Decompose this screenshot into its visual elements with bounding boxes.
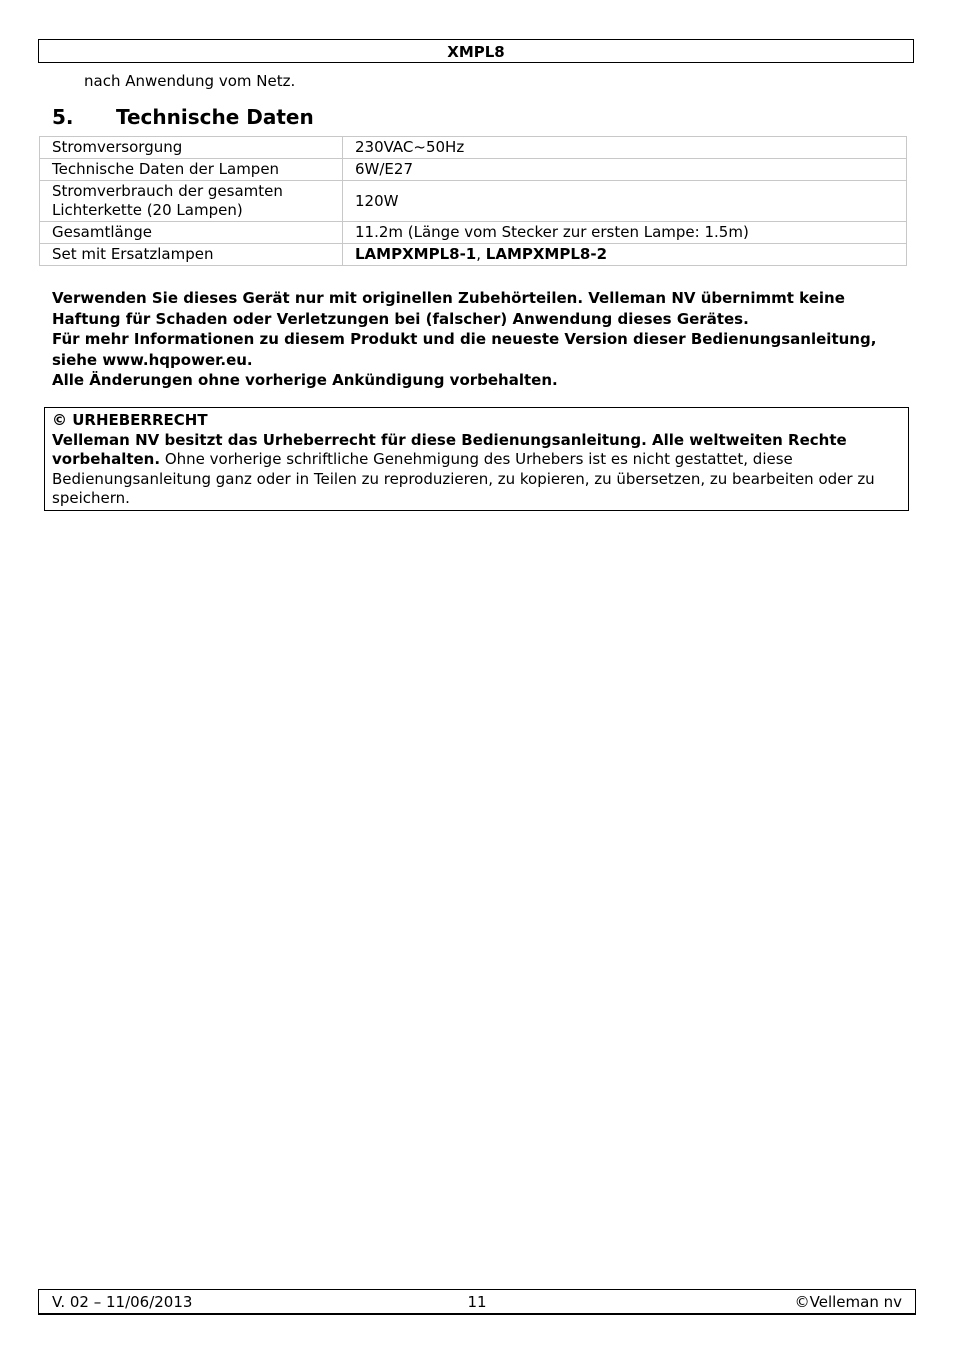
table-row [40,137,907,159]
copyright-text [52,431,901,509]
notice-line: Verwenden Sie dieses Gerät nur mit originellen Zubehörteilen. Velleman NV übernimmt keine Haftung für Schaden oder Verletzungen bei (falscher) Anwendung dieses Gerätes. [52,289,845,328]
spare-lamp-code: LAMPXMPL8-2 [485,245,608,263]
notice-line: Für mehr Informationen zu diesem Produkt und die neueste Version dieser Bedienungsanleitung, siehe www.hqpower.eu. [52,330,877,369]
table-row [40,159,907,181]
footer-company: ©Velleman nv [794,1293,902,1311]
continuation-text: nach Anwendung vom Netz. [84,72,296,90]
spec-value: 230VAC~50Hz [343,137,907,159]
footer-version: V. 02 – 11/06/2013 [52,1293,193,1311]
spec-value: 120W [343,181,907,222]
section-number: 5. [52,105,74,129]
section-heading [52,104,314,130]
spec-value [343,244,907,266]
page-footer [38,1289,916,1315]
table-row [40,181,907,222]
table-row [40,222,907,244]
footer-page-number: 11 [467,1293,487,1311]
header-model: XMPL8 [447,43,505,61]
notice-line: Alle Änderungen ohne vorherige Ankündigung vorbehalten. [52,371,558,389]
spare-lamp-code: LAMPXMPL8-1 [355,245,477,263]
notice-block [52,288,912,391]
spec-value: 6W/E27 [343,159,907,181]
section-title: Technische Daten [116,105,314,129]
copyright-box [44,407,909,511]
spec-label [40,181,343,222]
spec-label-line: Lichterkette (20 Lampen) [52,201,243,219]
spec-value: 11.2m (Länge vom Stecker zur ersten Lampe: 1.5m) [343,222,907,244]
spec-label: Stromversorgung [40,137,343,159]
spec-label: Gesamtlänge [40,222,343,244]
spare-lamp-separator: , [476,245,486,263]
copyright-title: © URHEBERRECHT [52,411,208,429]
copyright-normal-text: Ohne vorherige schriftliche Genehmigung des Urhebers ist es nicht gestattet, diese Bedienungsanleitung ganz oder in Teilen zu reproduzieren, zu kopieren, zu übersetzen, zu bearbeiten oder zu speichern. [52,450,875,507]
copyright-bold-text: Velleman NV besitzt das Urheberrecht für diese Bedienungsanleitung. Alle weltweiten Rechte vorbehalten. [52,430,847,468]
table-row [40,244,907,266]
spec-label-line: Stromverbrauch der gesamten [52,182,283,200]
spec-label: Set mit Ersatzlampen [40,244,343,266]
spec-label: Technische Daten der Lampen [40,159,343,181]
page-header [38,39,914,63]
specs-table [39,136,907,266]
